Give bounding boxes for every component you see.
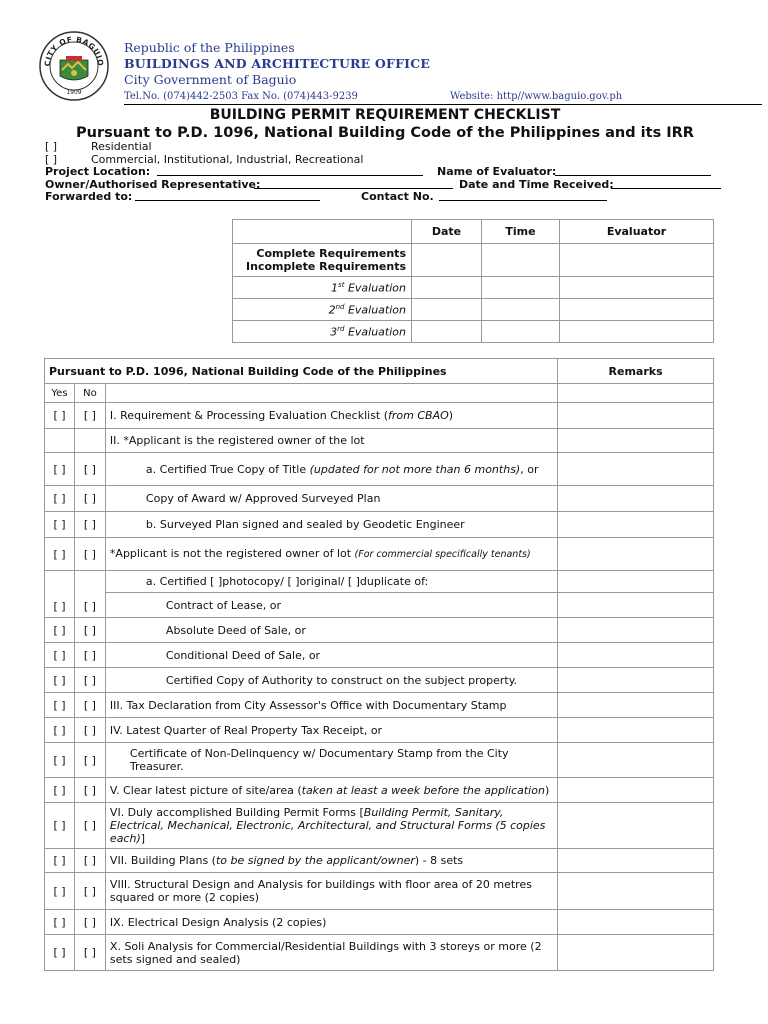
seal-year: 1909 bbox=[66, 89, 82, 96]
remarks-cell[interactable] bbox=[558, 668, 714, 693]
remarks-cell[interactable] bbox=[558, 743, 714, 778]
no-checkbox[interactable]: [ ] bbox=[74, 849, 105, 873]
no-checkbox[interactable]: [ ] bbox=[74, 718, 105, 743]
remarks-cell[interactable] bbox=[558, 403, 714, 429]
no-checkbox[interactable]: [ ] bbox=[74, 618, 105, 643]
label-forwarded-to: Forwarded to: bbox=[45, 190, 133, 203]
eval-header-blank bbox=[233, 220, 412, 244]
yes-checkbox[interactable]: [ ] bbox=[45, 849, 75, 873]
table-row bbox=[45, 803, 714, 849]
yes-checkbox[interactable]: [ ] bbox=[45, 453, 75, 486]
field-name-of-evaluator[interactable] bbox=[555, 166, 711, 176]
remarks-cell[interactable] bbox=[558, 486, 714, 512]
eval-cell[interactable] bbox=[412, 321, 482, 343]
yes-checkbox[interactable]: [ ] bbox=[45, 778, 75, 803]
table-row bbox=[45, 571, 714, 593]
no-checkbox[interactable]: [ ] bbox=[74, 403, 105, 429]
remarks-cell[interactable] bbox=[558, 643, 714, 668]
remarks-cell[interactable] bbox=[558, 935, 714, 971]
label-commercial: Commercial, Institutional, Industrial, Recreational bbox=[91, 152, 364, 166]
field-contact-no[interactable] bbox=[439, 191, 607, 201]
eval-cell[interactable] bbox=[560, 244, 714, 277]
yes-checkbox[interactable]: [ ] bbox=[45, 512, 75, 538]
req-ii-b: b. Surveyed Plan signed and sealed by Geodetic Engineer bbox=[105, 512, 557, 538]
table-row bbox=[45, 873, 714, 910]
req-iv: IV. Latest Quarter of Real Property Tax Receipt, or bbox=[105, 718, 557, 743]
label-complete-requirements: Complete Requirements bbox=[256, 247, 406, 260]
req-award: Copy of Award w/ Approved Surveyed Plan bbox=[105, 486, 557, 512]
letterhead-republic: Republic of the Philippines bbox=[124, 40, 295, 55]
checklist-header: Pursuant to P.D. 1096, National Building Code of the Philippines bbox=[45, 359, 558, 384]
checkbox-commercial[interactable]: [ ] bbox=[45, 152, 58, 166]
yes-checkbox[interactable]: [ ] bbox=[45, 618, 75, 643]
req-x: X. Soli Analysis for Commercial/Residential Buildings with 3 storeys or more (2 sets signed and sealed) bbox=[105, 935, 557, 971]
no-header: No bbox=[74, 384, 105, 403]
table-row bbox=[45, 693, 714, 718]
req-conditional-deed: Conditional Deed of Sale, or bbox=[105, 643, 557, 668]
remarks-cell[interactable] bbox=[558, 384, 714, 403]
evaluation-table bbox=[232, 219, 714, 343]
eval-col-date: Date bbox=[412, 220, 482, 244]
req-vii: VII. Building Plans (to be signed by the applicant/owner) - 8 sets bbox=[105, 849, 557, 873]
remarks-cell[interactable] bbox=[558, 512, 714, 538]
eval-row-1st: 1st Evaluation bbox=[233, 277, 412, 299]
eval-cell[interactable] bbox=[412, 244, 482, 277]
applicant-info bbox=[45, 141, 735, 204]
yes-checkbox[interactable]: [ ] bbox=[45, 571, 75, 618]
letterhead-rule bbox=[124, 104, 762, 105]
remarks-cell[interactable] bbox=[558, 718, 714, 743]
yes-checkbox[interactable]: [ ] bbox=[45, 935, 75, 971]
remarks-cell[interactable] bbox=[558, 849, 714, 873]
label-incomplete-requirements: Incomplete Requirements bbox=[246, 260, 406, 273]
no-checkbox[interactable]: [ ] bbox=[74, 571, 105, 618]
eval-cell[interactable] bbox=[482, 321, 560, 343]
remarks-cell[interactable] bbox=[558, 538, 714, 571]
eval-cell[interactable] bbox=[412, 299, 482, 321]
no-checkbox[interactable]: [ ] bbox=[74, 643, 105, 668]
eval-cell[interactable] bbox=[482, 244, 560, 277]
eval-row-status bbox=[233, 244, 412, 277]
no-checkbox[interactable]: [ ] bbox=[74, 803, 105, 849]
table-row bbox=[45, 593, 714, 618]
no-checkbox[interactable]: [ ] bbox=[74, 486, 105, 512]
field-forwarded-to[interactable] bbox=[135, 191, 320, 201]
table-row bbox=[45, 512, 714, 538]
seal-text: CITY OF BAGUIO bbox=[42, 34, 106, 67]
city-seal-logo bbox=[38, 30, 110, 102]
req-not-owner: *Applicant is not the registered owner of lot (For commercial specifically tenants) bbox=[105, 538, 557, 571]
yes-blank bbox=[45, 429, 75, 453]
req-v: V. Clear latest picture of site/area (taken at least a week before the application) bbox=[105, 778, 557, 803]
table-row bbox=[45, 743, 714, 778]
req-ii-a: a. Certified True Copy of Title (updated for not more than 6 months), or bbox=[105, 453, 557, 486]
yes-checkbox[interactable]: [ ] bbox=[45, 718, 75, 743]
no-checkbox[interactable]: [ ] bbox=[74, 538, 105, 571]
label-name-of-evaluator: Name of Evaluator: bbox=[437, 165, 557, 178]
req-ii: II. *Applicant is the registered owner of the lot bbox=[105, 429, 557, 453]
req-iii: III. Tax Declaration from City Assessor's Office with Documentary Stamp bbox=[105, 693, 557, 718]
table-row bbox=[45, 453, 714, 486]
yes-checkbox[interactable]: [ ] bbox=[45, 743, 75, 778]
no-checkbox[interactable]: [ ] bbox=[74, 778, 105, 803]
requirements-checklist-table bbox=[44, 358, 714, 971]
yes-checkbox[interactable]: [ ] bbox=[45, 693, 75, 718]
eval-col-evaluator: Evaluator bbox=[560, 220, 714, 244]
eval-cell[interactable] bbox=[560, 321, 714, 343]
req-lease: Contract of Lease, or bbox=[105, 593, 557, 618]
req-viii: VIII. Structural Design and Analysis for buildings with floor area of 20 metres squared or more (2 copies) bbox=[105, 873, 557, 910]
table-row bbox=[45, 778, 714, 803]
table-row bbox=[45, 849, 714, 873]
letterhead-office: BUILDINGS AND ARCHITECTURE OFFICE bbox=[124, 56, 431, 71]
letterhead-telfax: Tel.No. (074)442-2503 Fax No. (074)443-9239 bbox=[124, 91, 358, 102]
label-project-location: Project Location: bbox=[45, 165, 151, 178]
table-row bbox=[45, 538, 714, 571]
no-checkbox[interactable]: [ ] bbox=[74, 668, 105, 693]
label-date-time-received: Date and Time Received: bbox=[459, 177, 614, 191]
no-checkbox[interactable]: [ ] bbox=[74, 693, 105, 718]
yes-checkbox[interactable]: [ ] bbox=[45, 538, 75, 571]
remarks-cell[interactable] bbox=[558, 693, 714, 718]
table-row bbox=[45, 718, 714, 743]
req-authority: Certified Copy of Authority to construct on the subject property. bbox=[105, 668, 557, 693]
req-absolute-deed: Absolute Deed of Sale, or bbox=[105, 618, 557, 643]
eval-row-3rd: 3rd Evaluation bbox=[233, 321, 412, 343]
eval-col-time: Time bbox=[482, 220, 560, 244]
yes-checkbox[interactable]: [ ] bbox=[45, 910, 75, 935]
eval-cell[interactable] bbox=[412, 277, 482, 299]
no-checkbox[interactable]: [ ] bbox=[74, 873, 105, 910]
eval-cell[interactable] bbox=[560, 299, 714, 321]
table-row bbox=[45, 668, 714, 693]
no-blank bbox=[74, 429, 105, 453]
table-row bbox=[45, 486, 714, 512]
eval-row-2nd: 2nd Evaluation bbox=[233, 299, 412, 321]
label-owner: Owner/Authorised Representative: bbox=[45, 177, 261, 191]
no-checkbox[interactable]: [ ] bbox=[74, 910, 105, 935]
table-row bbox=[45, 429, 714, 453]
checkbox-residential[interactable]: [ ] bbox=[45, 140, 58, 153]
req-vi: VI. Duly accomplished Building Permit Forms [Building Permit, Sanitary, Electrical, Mechanical, Electronic, Architectural, and Structural Forms (5 copies each)] bbox=[105, 803, 557, 849]
field-project-location[interactable] bbox=[157, 166, 423, 176]
table-row bbox=[45, 618, 714, 643]
letterhead-city: City Government of Baguio bbox=[124, 72, 297, 87]
remarks-cell[interactable] bbox=[558, 618, 714, 643]
table-row bbox=[45, 910, 714, 935]
document-title: BUILDING PERMIT REQUIREMENT CHECKLIST bbox=[209, 107, 561, 123]
letterhead bbox=[38, 30, 728, 106]
remarks-cell[interactable] bbox=[558, 453, 714, 486]
eval-cell[interactable] bbox=[560, 277, 714, 299]
letterhead-website[interactable]: Website: http//www.baguio.gov.ph bbox=[450, 91, 623, 102]
no-checkbox[interactable]: [ ] bbox=[74, 512, 105, 538]
table-row bbox=[45, 935, 714, 971]
no-checkbox[interactable]: [ ] bbox=[74, 453, 105, 486]
yes-checkbox[interactable]: [ ] bbox=[45, 668, 75, 693]
yes-header: Yes bbox=[45, 384, 75, 403]
remarks-cell[interactable] bbox=[558, 873, 714, 910]
yes-checkbox[interactable]: [ ] bbox=[45, 486, 75, 512]
req-certified: a. Certified [ ]photocopy/ [ ]original/ [ ]duplicate of: bbox=[105, 571, 557, 593]
remarks-header: Remarks bbox=[558, 359, 714, 384]
table-row bbox=[45, 643, 714, 668]
subheader-blank bbox=[105, 384, 557, 403]
req-i: I. Requirement & Processing Evaluation Checklist (from CBAO) bbox=[105, 403, 557, 429]
eval-cell[interactable] bbox=[482, 277, 560, 299]
remarks-cell[interactable] bbox=[558, 778, 714, 803]
remarks-cell[interactable] bbox=[558, 803, 714, 849]
eval-cell[interactable] bbox=[482, 299, 560, 321]
no-checkbox[interactable]: [ ] bbox=[74, 743, 105, 778]
yes-checkbox[interactable]: [ ] bbox=[45, 643, 75, 668]
yes-checkbox[interactable]: [ ] bbox=[45, 403, 75, 429]
remarks-cell[interactable] bbox=[558, 571, 714, 593]
table-row bbox=[45, 403, 714, 429]
no-checkbox[interactable]: [ ] bbox=[74, 935, 105, 971]
field-date-time-received[interactable] bbox=[611, 179, 721, 189]
document-subtitle: Pursuant to P.D. 1096, National Building Code of the Philippines and its IRR bbox=[76, 125, 694, 141]
req-non-delinquency: Certificate of Non-Delinquency w/ Documentary Stamp from the City Treasurer. bbox=[105, 743, 557, 778]
yes-checkbox[interactable]: [ ] bbox=[45, 873, 75, 910]
req-ix: IX. Electrical Design Analysis (2 copies) bbox=[105, 910, 557, 935]
field-owner[interactable] bbox=[254, 179, 453, 189]
remarks-cell[interactable] bbox=[558, 910, 714, 935]
remarks-cell[interactable] bbox=[558, 429, 714, 453]
label-residential: Residential bbox=[91, 140, 152, 153]
label-contact-no: Contact No. bbox=[361, 190, 434, 203]
yes-checkbox[interactable]: [ ] bbox=[45, 803, 75, 849]
remarks-cell[interactable] bbox=[558, 593, 714, 618]
